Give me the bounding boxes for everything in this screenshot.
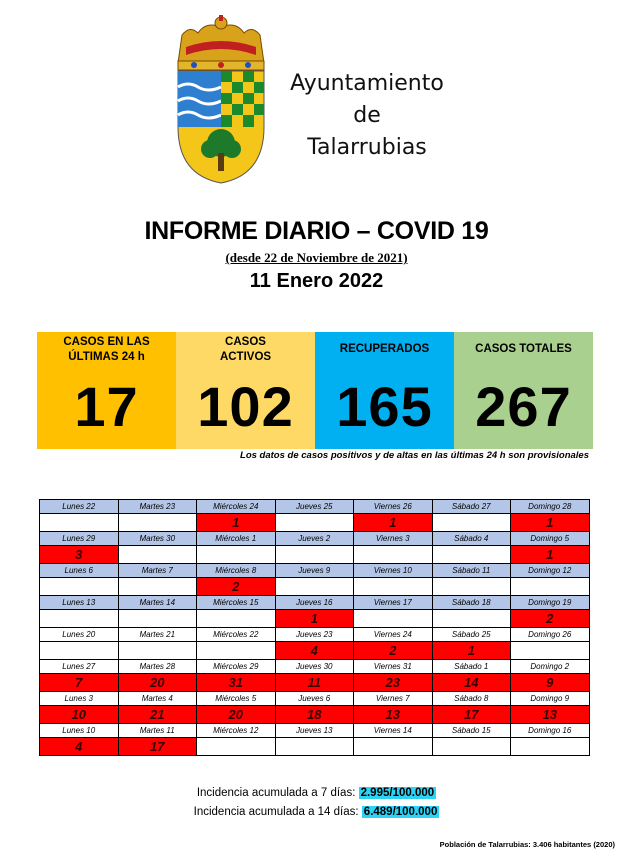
calendar-day-label: Miércoles 12	[197, 724, 276, 738]
calendar-case-count	[432, 514, 511, 532]
calendar-case-count	[118, 546, 197, 564]
calendar-case-count	[197, 610, 276, 628]
calendar-case-count	[275, 546, 354, 564]
stat-recovered	[315, 332, 454, 449]
calendar-day-label: Lunes 3	[40, 692, 119, 706]
calendar-case-count	[511, 738, 590, 756]
calendar-day-label: Domingo 5	[511, 532, 590, 546]
calendar-value-row	[40, 674, 590, 692]
incidence-7-label: Incidencia acumulada a 7 días:	[196, 787, 356, 799]
calendar-day-label: Lunes 13	[40, 596, 119, 610]
stats-panel	[37, 332, 593, 449]
calendar-value-row	[40, 610, 590, 628]
calendar-case-count	[40, 578, 119, 596]
calendar-case-count: 21	[118, 706, 197, 724]
report-title: INFORME DIARIO – COVID 19	[144, 217, 489, 245]
town-name-line-1: Ayuntamiento	[290, 71, 444, 96]
calendar-case-count: 23	[354, 674, 433, 692]
calendar-day-label: Domingo 28	[511, 500, 590, 514]
stat-cases-24h	[37, 332, 176, 449]
calendar-case-count: 9	[511, 674, 590, 692]
calendar-day-label: Lunes 6	[40, 564, 119, 578]
calendar-day-label: Viernes 17	[354, 596, 433, 610]
town-name	[272, 68, 462, 164]
calendar-day-label: Jueves 2	[275, 532, 354, 546]
calendar-day-label: Jueves 13	[275, 724, 354, 738]
calendar-case-count	[354, 546, 433, 564]
calendar-day-label: Domingo 2	[511, 660, 590, 674]
calendar-day-label: Jueves 30	[275, 660, 354, 674]
calendar-day-label: Domingo 26	[511, 628, 590, 642]
calendar-case-count	[275, 578, 354, 596]
calendar-case-count: 10	[40, 706, 119, 724]
calendar-day-label: Miércoles 15	[197, 596, 276, 610]
calendar-day-label: Martes 23	[118, 500, 197, 514]
calendar-day-header-row	[40, 660, 590, 674]
calendar-day-label: Martes 28	[118, 660, 197, 674]
calendar-case-count	[118, 578, 197, 596]
calendar-day-label: Miércoles 24	[197, 500, 276, 514]
calendar-day-label: Jueves 16	[275, 596, 354, 610]
calendar-day-label: Viernes 31	[354, 660, 433, 674]
calendar-case-count	[118, 514, 197, 532]
calendar-day-label: Lunes 22	[40, 500, 119, 514]
calendar-case-count	[40, 514, 119, 532]
calendar-day-label: Lunes 27	[40, 660, 119, 674]
calendar-case-count: 20	[118, 674, 197, 692]
calendar-case-count: 3	[40, 546, 119, 564]
calendar-case-count: 20	[197, 706, 276, 724]
calendar-case-count: 17	[118, 738, 197, 756]
calendar-day-label: Jueves 23	[275, 628, 354, 642]
calendar-day-label: Lunes 29	[40, 532, 119, 546]
calendar-day-label: Viernes 26	[354, 500, 433, 514]
calendar-day-label: Miércoles 8	[197, 564, 276, 578]
calendar-day-label: Jueves 6	[275, 692, 354, 706]
calendar-case-count	[511, 578, 590, 596]
calendar-day-label: Sábado 15	[432, 724, 511, 738]
calendar-day-label: Sábado 8	[432, 692, 511, 706]
calendar-case-count: 2	[354, 642, 433, 660]
calendar-day-label: Domingo 9	[511, 692, 590, 706]
stat-label: RECUPERADOS	[339, 343, 430, 355]
calendar-case-count	[40, 642, 119, 660]
incidence-7-days	[0, 784, 633, 802]
calendar-case-count: 1	[354, 514, 433, 532]
calendar-day-label: Lunes 10	[40, 724, 119, 738]
calendar-value-row	[40, 642, 590, 660]
calendar-case-count: 31	[197, 674, 276, 692]
calendar-case-count: 13	[354, 706, 433, 724]
calendar-case-count: 4	[275, 642, 354, 660]
calendar-case-count	[275, 514, 354, 532]
stat-value: 102	[197, 375, 294, 438]
calendar-case-count	[118, 610, 197, 628]
stat-active-cases	[176, 332, 315, 449]
calendar-case-count: 14	[432, 674, 511, 692]
calendar-day-label: Sábado 25	[432, 628, 511, 642]
calendar-value-row	[40, 706, 590, 724]
calendar-case-count	[197, 738, 276, 756]
calendar-case-count: 4	[40, 738, 119, 756]
incidence-14-label: Incidencia acumulada a 14 días:	[193, 806, 359, 818]
calendar-case-count	[432, 610, 511, 628]
calendar-case-count: 17	[432, 706, 511, 724]
calendar-case-count	[511, 642, 590, 660]
calendar-day-header-row	[40, 724, 590, 738]
incidence-14-days	[0, 803, 633, 821]
calendar-case-count: 7	[40, 674, 119, 692]
calendar-case-count: 11	[275, 674, 354, 692]
calendar-day-label: Martes 7	[118, 564, 197, 578]
calendar-day-label: Miércoles 22	[197, 628, 276, 642]
calendar-day-label: Sábado 1	[432, 660, 511, 674]
calendar-case-count	[432, 738, 511, 756]
coat-of-arms-logo	[172, 15, 270, 185]
calendar-case-count: 2	[197, 578, 276, 596]
calendar-value-row	[40, 514, 590, 532]
calendar-day-header-row	[40, 500, 590, 514]
calendar-case-count	[197, 546, 276, 564]
calendar-day-label: Martes 30	[118, 532, 197, 546]
calendar-case-count: 18	[275, 706, 354, 724]
calendar-case-count	[354, 578, 433, 596]
report-date: 11 Enero 2022	[249, 270, 384, 292]
calendar-case-count	[197, 642, 276, 660]
daily-cases-calendar	[39, 499, 590, 756]
calendar-day-label: Sábado 27	[432, 500, 511, 514]
provisional-note: Los datos de casos positivos y de altas en las últimas 24 h son provisionales	[240, 450, 589, 461]
calendar-day-label: Viernes 3	[354, 532, 433, 546]
incidence-14-value: 6.489/100.000	[363, 806, 438, 818]
calendar-day-label: Viernes 10	[354, 564, 433, 578]
calendar-day-label: Martes 11	[118, 724, 197, 738]
town-name-line-3: Talarrubias	[307, 135, 427, 160]
calendar-day-label: Jueves 25	[275, 500, 354, 514]
calendar-case-count: 1	[275, 610, 354, 628]
calendar-case-count	[354, 610, 433, 628]
calendar-day-label: Miércoles 29	[197, 660, 276, 674]
calendar-day-header-row	[40, 628, 590, 642]
calendar-day-label: Viernes 7	[354, 692, 433, 706]
calendar-day-label: Sábado 18	[432, 596, 511, 610]
calendar-day-label: Martes 4	[118, 692, 197, 706]
calendar-value-row	[40, 738, 590, 756]
calendar-case-count: 1	[511, 514, 590, 532]
stat-value: 165	[336, 375, 433, 438]
stat-value: 17	[74, 375, 139, 438]
report-subtitle: (desde 22 de Noviembre de 2021)	[225, 250, 408, 265]
calendar-value-row	[40, 578, 590, 596]
calendar-value-row	[40, 546, 590, 564]
stat-label: CASOS ACTIVOS	[219, 336, 272, 363]
calendar-day-label: Miércoles 1	[197, 532, 276, 546]
calendar-day-label: Viernes 14	[354, 724, 433, 738]
calendar-day-label: Viernes 24	[354, 628, 433, 642]
calendar-day-label: Lunes 20	[40, 628, 119, 642]
calendar-day-label: Martes 14	[118, 596, 197, 610]
calendar-day-header-row	[40, 564, 590, 578]
calendar-case-count	[275, 738, 354, 756]
incidence-7-value: 2.995/100.000	[360, 787, 435, 799]
calendar-day-label: Domingo 16	[511, 724, 590, 738]
calendar-case-count: 1	[197, 514, 276, 532]
calendar-day-label: Martes 21	[118, 628, 197, 642]
stat-label: CASOS EN LAS ÚLTIMAS 24 h	[63, 336, 150, 363]
calendar-case-count: 1	[511, 546, 590, 564]
calendar-case-count: 1	[432, 642, 511, 660]
calendar-case-count	[432, 546, 511, 564]
population-footer: Población de Talarrubias: 3.406 habitantes (2020)	[439, 840, 615, 849]
calendar-case-count	[118, 642, 197, 660]
calendar-day-label: Sábado 11	[432, 564, 511, 578]
calendar-case-count	[40, 610, 119, 628]
calendar-day-header-row	[40, 596, 590, 610]
stat-value: 267	[475, 375, 572, 438]
calendar-day-label: Jueves 9	[275, 564, 354, 578]
stat-label: CASOS TOTALES	[475, 343, 572, 355]
stat-total-cases	[454, 332, 593, 449]
calendar-case-count: 13	[511, 706, 590, 724]
calendar-day-label: Domingo 12	[511, 564, 590, 578]
calendar-day-label: Miércoles 5	[197, 692, 276, 706]
calendar-day-label: Domingo 19	[511, 596, 590, 610]
calendar-case-count	[432, 578, 511, 596]
calendar-case-count: 2	[511, 610, 590, 628]
calendar-day-header-row	[40, 532, 590, 546]
calendar-day-label: Sábado 4	[432, 532, 511, 546]
town-name-line-2: de	[353, 103, 381, 128]
calendar-day-header-row	[40, 692, 590, 706]
calendar-case-count	[354, 738, 433, 756]
